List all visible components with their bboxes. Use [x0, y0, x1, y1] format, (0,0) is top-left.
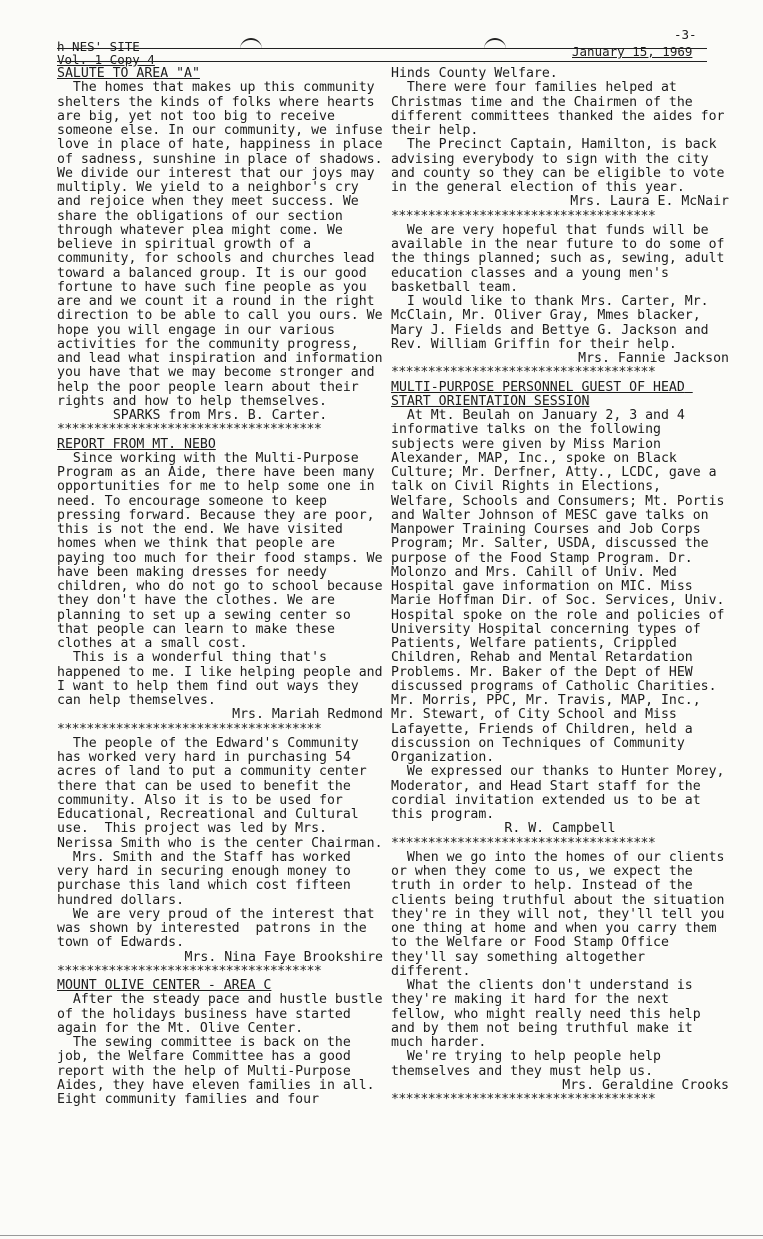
article-signature-salute: SPARKS from Mrs. B. Carter. [112, 408, 328, 423]
separator-stars: ************************************ [391, 1093, 656, 1107]
left-column [57, 66, 391, 1107]
article-title-salute: SALUTE TO AREA "A" [57, 66, 200, 81]
article-signature-edwards: Mrs. Nina Faye Brookshire [184, 949, 383, 965]
article-body-welfare-2: The Precinct Captain, Hamilton, is back advising everybody to sign with the city and county so they can be eligible to vote in the general election of this year. [391, 137, 733, 195]
article-body-hope-2: I would like to thank Mrs. Carter, Mr. McClain, Mr. Oliver Gray, Mmes blacker, Mary J. Fields and Bettye G. Jackson and Rev. William Griffin for their help. [391, 294, 717, 352]
article-body-homes-3: We're trying to help people help themselves and they must help us. [391, 1049, 669, 1079]
article-title-olive: MOUNT OLIVE CENTER - AREA C [57, 978, 272, 993]
article-body-homes-2: What the clients don't understand is they're making it hard for the next fellow, who might really need this help and by them not being truthful make it much harder. [391, 978, 709, 1050]
article-title-nebo: REPORT FROM MT. NEBO [57, 436, 216, 452]
article-body-edwards-3: We are very proud of the interest that was shown by interested patrons in the town of Edwards. [57, 906, 383, 951]
article-title-head-start: MULTI-PURPOSE PERSONNEL GUEST OF HEAD START ORIENTATION SESSION [391, 379, 693, 409]
article-body-olive: After the steady pace and hustle bustle of the holidays business have started again for the Mt. Olive Center. [57, 992, 391, 1036]
separator-stars: ************************************ [391, 209, 656, 224]
separator-stars: ************************************ [391, 836, 656, 851]
separator-stars: ************************************ [391, 366, 656, 381]
article-body-nebo-2: This is a wonderful thing that's happened to me. I like helping people and I want to help them find out ways they can help themselves. [57, 650, 391, 708]
header-rule-bottom [57, 61, 707, 62]
header-ornament-right [484, 38, 506, 50]
article-body-salute: The homes that makes up this community shelters the kinds of folks where hearts are big, yet not too big to receive someone else. In our community, we infuse love in place of hate, happiness in place of sadness, sunshine in place of shadows. We divide our interest that our joys may multiply. We yield to a neighbor's cry and rejoice when they meet success. We share the obligations of our section through whatever plea might come. We believe in spiritual growth of a community, for schools and churches lead toward a balanced group. It is our good fortune to have such fine people as you are and we count it a round in the right direction to be able to call you ours. We hope you will engage in our various activities for the community progress, and lead what inspiration and information you have that we may become stronger and help the poor people learn about their rights and how to help themselves. [57, 80, 391, 409]
article-body-nebo: Since working with the Multi-Purpose Program as an Aide, there have been many opportunities for me to help some one in need. To encourage someone to keep pressing forward. Because they are poor, this is not the end. We have visited homes when we think that people are paying too much for their food stamps. We have been making dresses for needy children, who do not go to school because they don't have the clothes. We are planning to set up a sewing center so that people can learn to make these clothes at a small cost. [57, 450, 391, 651]
article-body-olive-2: The sewing committee is back on the job, the Welfare Committee has a good report with the help of Multi-Purpose Aides, they have eleven families in all. Eight community families and four [57, 1035, 383, 1107]
continued-line: Hinds County Welfare. [391, 66, 558, 81]
article-signature-head-start: R. W. Campbell [504, 821, 616, 837]
article-body-head-start: At Mt. Beulah on January 2, 3 and 4 informative talks on the following subjects were given by Miss Marion Alexander, MAP, Inc., spoke on Black Culture; Mr. Derfner, Atty., LCDC, gave a talk on Civil Rights in Elections, Welfare, Schools and Consumers; Mt. Portis and Walter Johnson of MESC gave talks on Manpower Training Courses and Job Corps Program; Mr. Salter, USDA, discussed the purpose of the Food Stamp Program. Dr. Molonzo and Mrs. Cahill of Univ. Med Hospital gave information on MIC. Miss Marie Hoffman Dir. of Soc. Services, Univ. Hospital spoke on the role and policies of University Hospital concerning types of Patients, Welfare patients, Crippled Children, Rehab and Mental Retardation Problems. Mr. Baker of the Dept of HEW discussed programs of Catholic Charities. Mr. Morris, PPC, Mr. Travis, MAP, Inc., Mr. Stewart, of City School and Miss Lafayette, Friends of Children, held a discussion on Techniques of Community Organization. [391, 408, 733, 765]
article-body-edwards: The people of the Edward's Community has worked very hard in purchasing 54 acres of land to put a community center there that can be used to benefit the community. Also it is to be used for Educational, Recreational and Cultural use. This project was led by Mrs. Nerissa Smith who is the center Chairman. [57, 735, 383, 851]
separator-stars: ************************************ [57, 423, 322, 438]
article-signature-welfare: Mrs. Laura E. McNair [570, 194, 729, 210]
article-body-hope: We are very hopeful that funds will be available in the near future to do some of the things planned; such as, sewing, adult education classes and a young men's basketball team. [391, 222, 733, 295]
article-signature-homes: Mrs. Geraldine Crooks [562, 1077, 729, 1093]
article-body-head-start-2: We expressed our thanks to Hunter Morey, Moderator, and Head Start staff for the cordial invitation extended us to be at this program. [391, 764, 733, 822]
article-body-edwards-2: Mrs. Smith and the Staff has worked very hard in securing enough money to purchase this land which cost fifteen hundred dollars. [57, 849, 359, 908]
right-column [391, 66, 733, 1107]
masthead-title: h NES' SITE [57, 39, 140, 54]
page-number: -3- [674, 27, 697, 42]
header-rule-top [57, 48, 707, 49]
header-ornament-left [240, 38, 262, 50]
separator-stars: ************************************ [57, 722, 322, 737]
article-body-homes: When we go into the homes of our clients or when they come to us, we expect the truth in order to help. Instead of the clients being truthful about the situation they're in they will not, they'll tell you one thing at home and when you carry them to the Welfare or Food Stamp Office they'll say something altogether different. [391, 849, 733, 979]
article-signature-hope: Mrs. Fannie Jackson [578, 351, 729, 366]
volume-copy: Vol. 1 Copy 4 [57, 52, 155, 67]
article-signature-nebo: Mrs. Mariah Redmond [232, 707, 383, 723]
separator-stars: ************************************ [57, 964, 322, 979]
page-bottom-edge [0, 1235, 763, 1236]
issue-date: January 15, 1969 [572, 44, 693, 59]
article-body-welfare: There were four families helped at Christmas time and the Chairmen of the different committees thanked the aides for their help. [391, 80, 733, 138]
